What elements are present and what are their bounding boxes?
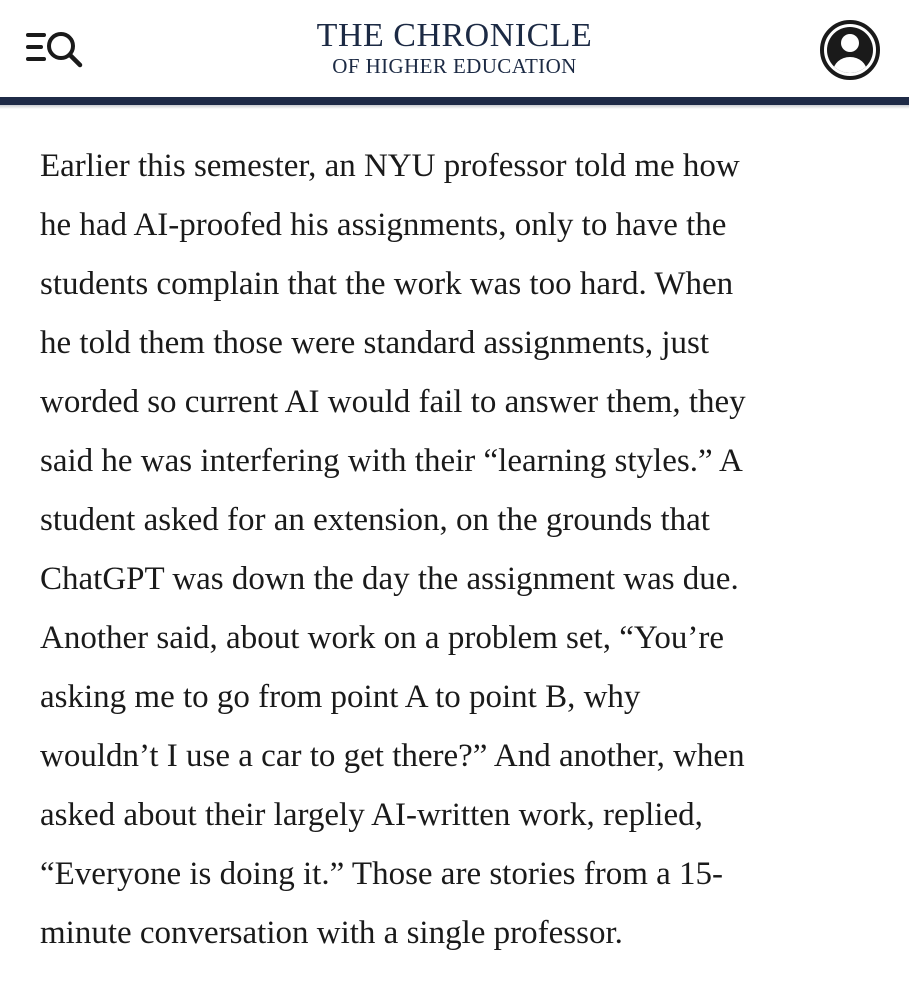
header-divider [0, 97, 909, 105]
article-line: Another said, about work on a problem set, “You’re [40, 620, 725, 656]
header-shadow [0, 105, 909, 109]
article-line: ChatGPT was down the day the assignment was due. [40, 561, 739, 597]
article-line: he had AI-proofed his assignments, only to have the [40, 207, 727, 243]
article-line: students complain that the work was too hard. When [40, 266, 734, 302]
article-line: minute conversation with a single professor. [40, 915, 623, 951]
article-body [40, 137, 900, 963]
masthead-subtitle: OF HIGHER EDUCATION [332, 54, 577, 78]
masthead-logo[interactable] [0, 18, 909, 77]
masthead-title: THE CHRONICLE [316, 17, 593, 54]
account-icon [818, 18, 882, 82]
article-line: Earlier this semester, an NYU professor told me how [40, 148, 740, 184]
article-line: he told them those were standard assignments, just [40, 325, 710, 361]
site-header [0, 0, 909, 100]
article-line: student asked for an extension, on the grounds that [40, 502, 710, 538]
article-line: asked about their largely AI-written work, replied, [40, 797, 703, 833]
article-line: asking me to go from point A to point B, why [40, 679, 641, 715]
account-button[interactable] [818, 18, 882, 82]
article-line: “Everyone is doing it.” Those are stories from a 15- [40, 856, 724, 892]
article-line: wouldn’t I use a car to get there?” And another, when [40, 738, 745, 774]
article-line: worded so current AI would fail to answer them, they [40, 384, 746, 420]
article-line: said he was interfering with their “learning styles.” A [40, 443, 743, 479]
